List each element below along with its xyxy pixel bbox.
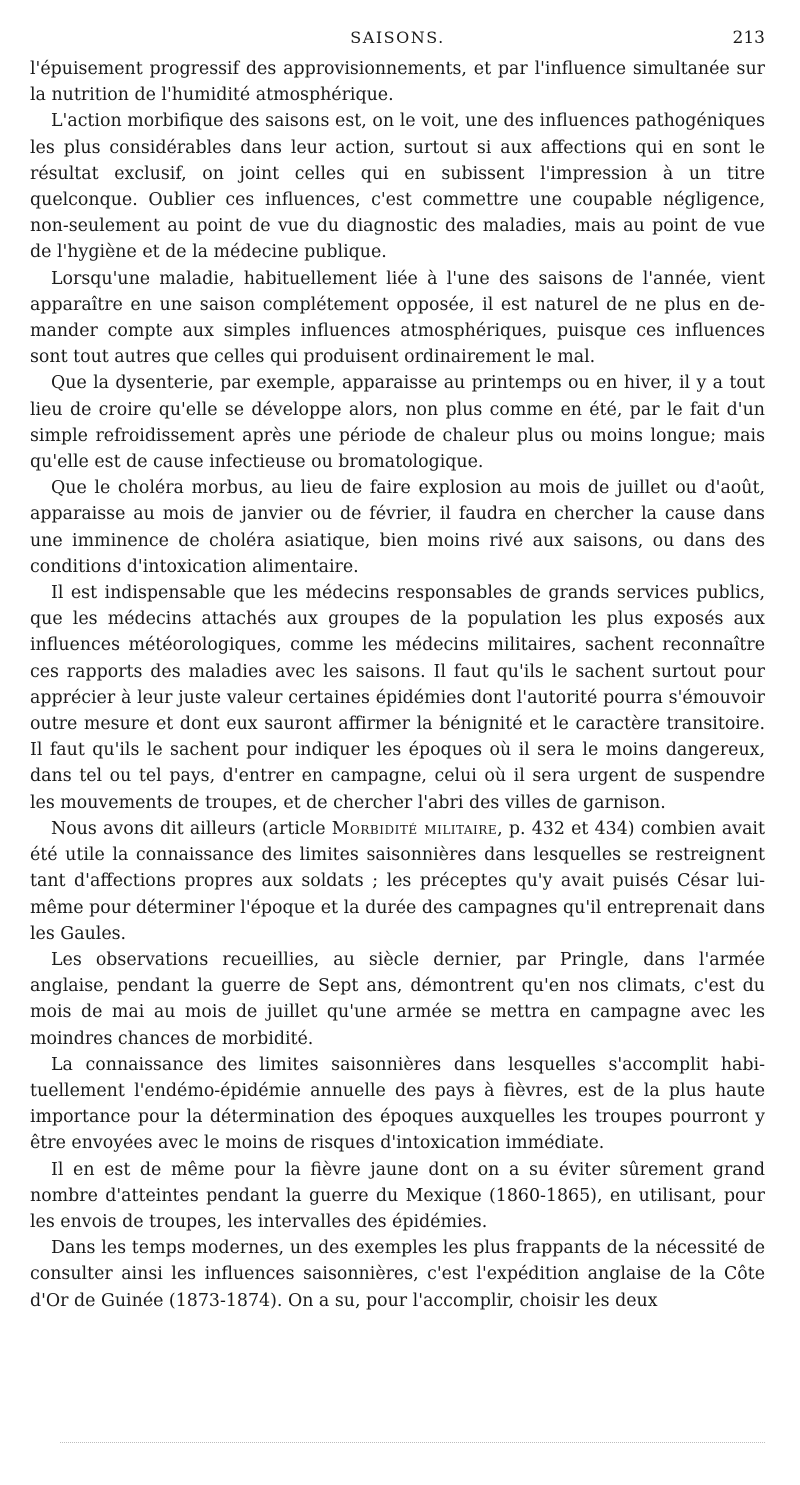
page-number: 213 [732,28,765,48]
bleed-through-line [60,1442,765,1443]
page-header [30,28,765,56]
paragraph-last: Dans les temps modernes, un des exemples les plus frappants de la nécessité de consulter ainsi les influences saisonnières, c'est l'expédition anglaise de la Côte d'Or de Guinée (1873-1874). On a su, pour l'accomplir, choisir les deux [30,1238,765,1311]
paragraph: Il en est de même pour la fièvre jaune dont on a su éviter sûrement grand nombre d'atteintes pendant la guerre du Mexique (1860-1865), en utilisant, pour les envois de troupes, les intervalles des épidémies. [30,1159,765,1232]
paragraph: Les observations recueillies, au siècle dernier, par Pringle, dans l'armée anglaise, pendant la guerre de Sept ans, démontrent qu'en nos climats, c'est du mois de mai au mois de juillet qu'une armée se mettra en campagne avec les moindres chances de morbidité. [30,949,765,1049]
book-page [30,28,765,1314]
running-title: SAISONS. [350,28,445,47]
paragraph: La connaissance des limites saisonnières dans lesquelles s'accomplit habituellement l'endémo-épidémie annuelle des pays à fièvres, est de la plus haute importance pour la détermination des époques auxquelles les troupes pourront y être envoyées avec le moins de risques d'intoxication immédiate. [30,1054,765,1154]
paragraph-military-reference [30,816,765,947]
text-segment: Nous avons dit ailleurs (article [51,818,332,839]
paragraph: Il est indispensable que les médecins responsables de grands services publics, que les médecins attachés aux groupes de la population les plus exposés aux influences météorologiques, comme les médecins militaires, sachent reconnaître ces rapports des maladies avec les saisons. Il faut qu'ils le sachent surtout pour apprécier à leur juste valeur certaines épidémies dont l'autorité pourra s'émouvoir outre mesure et dont eux sauront affirmer la bénignité et le caractère transitoire. Il faut qu'ils le sachent pour indiquer les époques où il sera le moins dangereux, dans tel ou tel pays, d'entrer en campagne, celui où il sera urgent de suspendre les mouvements de troupes, et de chercher l'abri des villes de garnison. [30,583,765,813]
text-segment: , p. 432 et 434) combien avait été utile la connaissance des limites saisonnières dans lesquelles se restreignent tant d'affections propres aux soldats ; les préceptes qu'y avait puisés César lui-même pour déterminer l'époque et la durée des campagnes qu'il entreprenait dans les Gaules. [30,818,765,944]
paragraph: Que la dysenterie, par exemple, apparaisse au printemps ou en hiver, il y a tout lieu de croire qu'elle se développe alors, non plus comme en été, par le fait d'un simple refroidissement après une période de chaleur plus ou moins longue; mais qu'elle est de cause infectieuse ou bromatologique. [30,373,765,473]
paragraph: Lorsqu'une maladie, habituellement liée à l'une des saisons de l'année, vient apparaître en une saison complétement opposée, il est naturel de ne plus en demander compte aux simples influences atmosphériques, puisque ces influences sont tout autres que celles qui produisent ordinairement le mal. [30,268,765,368]
article-reference: Morbidité militaire [331,818,498,839]
paragraph: Que le choléra morbus, au lieu de faire explosion au mois de juillet ou d'août, apparaisse au mois de janvier ou de février, il faudra en chercher la cause dans une imminence de choléra asiatique, bien moins rivé aux saisons, ou dans des conditions d'intoxication alimentaire. [30,478,765,577]
paragraph: L'action morbifique des saisons est, on le voit, une des influences pathogéniques les plus considérables dans leur action, surtout si aux affections qui en sont le résultat exclusif, on joint celles qui en subissent l'impression à un titre quelconque. Oublier ces influences, c'est commettre une coupable négligence, non-seulement au point de vue du diagnostic des maladies, mais au point de vue de l'hygiène et de la médecine publique. [30,111,765,263]
page-body [30,56,765,1314]
paragraph-continued: l'épuisement progressif des approvisionnements, et par l'influence simultanée sur la nutrition de l'humidité atmosphérique. [30,59,765,106]
